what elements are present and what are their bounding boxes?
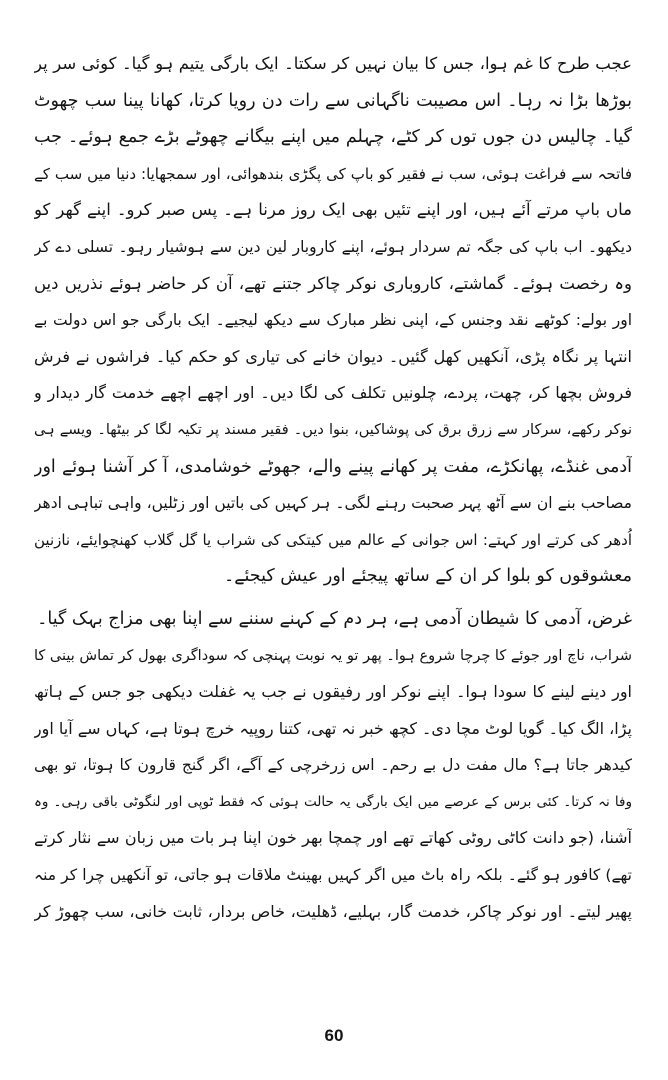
text-line: بوڑھا بڑا نہ رہا۔ اس مصیبت ناگہانی سے رات دن رویا کرتا، کھانا پینا سب چھوٹ — [34, 90, 632, 111]
text-line: مصاحب بنے ان سے آٹھ پہر صحبت رہنے لگی۔ ہر کہیں کی باتیں اور زٹلیں، واہی تباہی ادھر — [34, 494, 632, 513]
text-line: گیا۔ چالیس دن جوں توں کر کٹے، چہلم میں اپنے بیگانے چھوٹے بڑے جمع ہوئے۔ جب — [34, 127, 632, 148]
text-line: ماں باپ مرتے آئے ہیں، اور اپنے تئیں بھی ایک روز مرنا ہے۔ پس صبر کرو۔ اپنے گھر کو — [34, 200, 632, 220]
text-line: کیدھر جاتا ہے؟ مال مفت دل بے رحم۔ اس زرخرچی کے آگے، اگر گنج قارون کا ہوتا، تو بھی — [34, 756, 632, 775]
text-line: تھے) کافور ہو گئے۔ بلکہ راہ باٹ میں اگر کہیں بھینٹ ملاقات ہو جاتی، تو آنکھیں چرا کر منہ — [34, 866, 632, 885]
text-line: انتہا پر نگاہ پڑی، آنکھیں کھل گئیں۔ دیوان خانے کی تیاری کو حکم کیا۔ فراشوں نے فرش — [34, 346, 632, 366]
text-line: پڑا، الگ کیا۔ گویا لوٹ مچا دی۔ کچھ خبر نہ تھی، کتنا روپیہ خرچ ہوتا ہے، کہاں سے آیا اور — [34, 718, 632, 738]
text-line: عجب طرح کا غم ہوا، جس کا بیان نہیں کر سکتا۔ ایک بارگی یتیم ہو گیا۔ کوئی سر پر — [34, 54, 632, 73]
text-line: اور بولے: کوٹھے نقد وجنس کے، اپنی نظر مبارک سے دیکھ لیجیے۔ ایک بارگی جو اس دولت بے — [34, 311, 632, 330]
text-line: پھیر لیتے۔ اور نوکر چاکر، خدمت گار، بہلیے، ڈھلیت، خاص بردار، ثابت خانی، سب چھوڑ کر — [34, 901, 632, 921]
text-line: فروش بچھا کر، چھت، پردے، چلونیں تکلف کی لگا دیں۔ اور اچھے اچھے خدمت گار دیدار و — [34, 383, 632, 403]
text-line: وہ رخصت ہوئے۔ گماشتے، کاروباری نوکر چاکر جتنے تھے، آن کر حاضر ہوئے نذریں دیں — [34, 273, 632, 293]
text-line: غرض، آدمی کا شیطان آدمی ہے، ہر دم کے کہنے سننے سے اپنا بھی مزاج بہک گیا۔ — [37, 608, 632, 629]
text-line: شراب، ناچ اور جوئے کا چرچا شروع ہوا۔ پھر تو یہ نوبت پہنچی کہ سوداگری بھول کر تماش بینی کا — [34, 647, 632, 664]
text-line: دیکھو۔ اب باپ کی جگہ تم سردار ہوئے، اپنے کاروبار لین دین سے ہوشیار رہو۔ تسلی دے کر — [34, 237, 632, 256]
text-line: فاتحہ سے فراغت ہوئی، سب نے فقیر کو باپ کی پگڑی بندھوائی، اور سمجھایا: دنیا میں سب کے — [34, 164, 632, 183]
page-body — [34, 46, 632, 930]
text-line: آدمی غنڈے، پھانکڑے، مفت پر کھانے پینے والے، جھوٹے خوشامدی، آ کر آشنا ہوئے اور — [34, 456, 632, 477]
text-line: نوکر رکھے، سرکار سے زرق برق کی پوشاکیں، بنوا دیں۔ فقیر مسند پر تکیہ لگا کر بیٹھا۔ ویسے ہی — [34, 421, 632, 438]
page-number: 60 — [324, 1026, 344, 1045]
text-line: اُدھر کی کرتے اور کہتے: اس جوانی کے عالم میں کیتکی کی شراب یا گل گلاب کھنچوایئے، نازنین — [34, 530, 632, 549]
text-line: آشنا، (جو دانت کاٹی روٹی کھاتے تھے اور چمچا بھر خون اپنا ہر بات میں زبان سے نثار کرتے — [34, 828, 632, 848]
paragraph-2 — [34, 601, 632, 930]
text-line: معشوقوں کو بلوا کر ان کے ساتھ پیجئے اور عیش کیجئے۔ — [224, 566, 632, 587]
paragraph-1 — [34, 46, 632, 595]
text-line: وفا نہ کرتا۔ کئی برس کے عرصے میں ایک بارگی یہ حالت ہوئی کہ فقط ٹوپی اور لنگوٹی باقی رہی۔ وہ — [34, 793, 632, 810]
text-line: اور دینے لینے کا سودا ہوا۔ اپنے نوکر اور رفیقوں نے جب یہ غفلت دیکھی جو جس کے ہاتھ — [34, 682, 632, 702]
